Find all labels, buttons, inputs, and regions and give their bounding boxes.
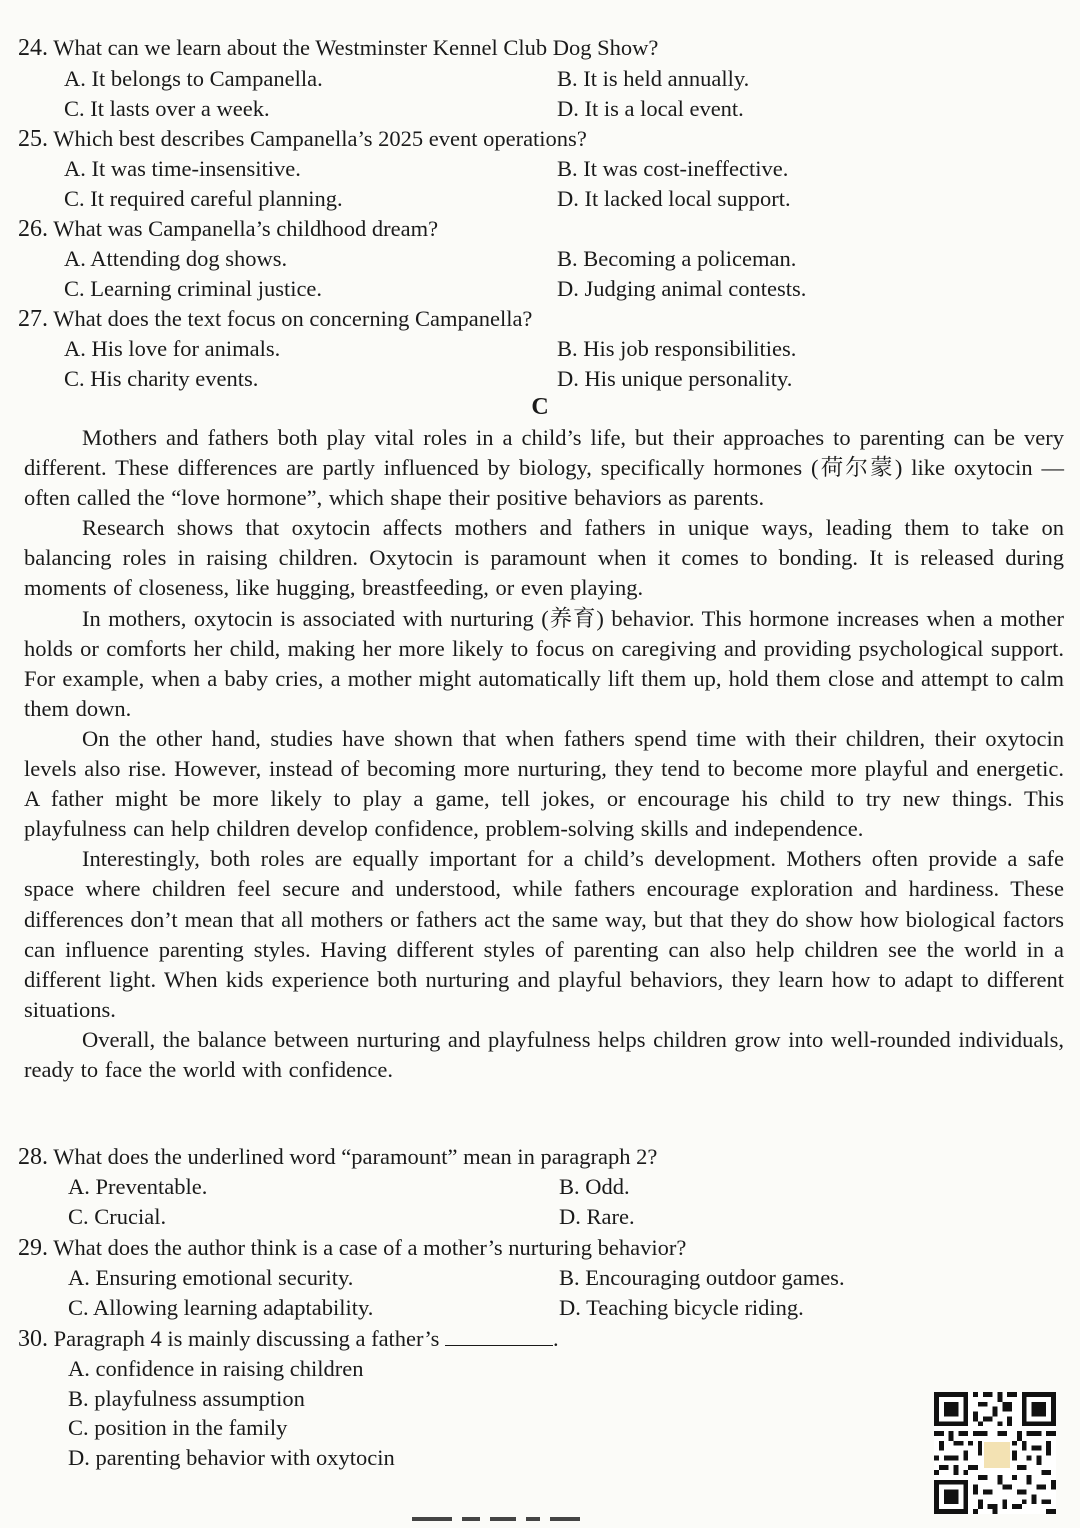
question-30-option-a: A. confidence in raising children [68,1356,364,1381]
question-28-stem [18,1142,1058,1172]
question-30-stem [18,1324,1058,1354]
question-29-option-d: D. Teaching bicycle riding. [559,1295,804,1320]
question-26-stem [18,214,1058,244]
passage-paragraph: Overall, the balance between nurturing and playfulness helps children grow into well-rounded individuals, ready to face the world with confidence. [24,1026,1064,1082]
question-26-option-a: A. Attending dog shows. [64,246,288,271]
question-stem-end: . [553,1326,559,1351]
question-25-option-c: C. It required careful planning. [64,186,343,211]
footer-fragment [412,1517,622,1525]
question-27-option-c: C. His charity events. [64,366,259,391]
passage-paragraph: Mothers and fathers both play vital roles in a child’s life, but their approaches to parenting can be very different. These differences are partly influenced by biology, specifically hormones (荷尔蒙) like oxytocin — often called the “love hormone”, which shape their positive behaviors as parents. [24,425,1064,511]
question-text: What does the underlined word “paramount” mean in paragraph 2? [53,1144,658,1169]
question-text: What was Campanella’s childhood dream? [53,216,439,241]
question-number: 26. [18,216,48,242]
passage-body [24,423,1064,1085]
question-24-option-b: B. It is held annually. [557,66,750,91]
question-text: What does the author think is a case of a mother’s nurturing behavior? [53,1235,687,1260]
passage-paragraph: In mothers, oxytocin is associated with nurturing (养育) behavior. This hormone increases when a mother holds or comforts her child, making her more likely to focus on caregiving and providing psychological support. For example, when a baby cries, a mother might automatically lift them up, hold them close and attempt to calm them down. [24,605,1064,721]
question-28-option-d: D. Rare. [559,1204,635,1229]
passage-paragraph: Interestingly, both roles are equally important for a child’s development. Mothers often provide a safe space where children feel secure and understood, while fathers encourage exploration and hardiness. These differences don’t mean that all mothers or fathers act the same way, but that they do show how biological factors can influence parenting styles. Having different styles of parenting can also help children see the world in a different light. When kids experience both nurturing and playful behaviors, they learn how to adapt to different situations. [24,846,1064,1022]
question-27-stem [18,304,1058,334]
question-24-stem [18,33,1058,63]
question-text: Which best describes Campanella’s 2025 event operations? [53,126,587,151]
question-26-option-d: D. Judging animal contests. [557,276,807,301]
question-27-option-a: A. His love for animals. [64,336,281,361]
question-25-option-b: B. It was cost-ineffective. [557,156,789,181]
question-number: 24. [18,35,48,61]
qr-center-logo-icon [982,1440,1012,1470]
question-29-option-b: B. Encouraging outdoor games. [559,1265,845,1290]
question-29-option-c: C. Allowing learning adaptability. [68,1295,374,1320]
question-27-option-b: B. His job responsibilities. [557,336,797,361]
question-27-option-d: D. His unique personality. [557,366,793,391]
question-30-option-d: D. parenting behavior with oxytocin [68,1445,395,1470]
answer-blank [445,1327,553,1346]
passage-title: C [531,394,549,420]
qr-code-icon [934,1392,1056,1514]
question-number: 27. [18,306,48,332]
question-28-option-b: B. Odd. [559,1174,630,1199]
question-28-option-c: C. Crucial. [68,1204,167,1229]
question-30-option-b: B. playfulness assumption [68,1386,305,1411]
question-24-option-d: D. It is a local event. [557,96,744,121]
question-number: 30. [18,1326,48,1352]
question-28-option-a: A. Preventable. [68,1174,208,1199]
passage-paragraph: Research shows that oxytocin affects mothers and fathers in unique ways, leading them to take on balancing roles in raising children. Oxytocin is paramount when it comes to bonding. It is released during moments of closeness, like hugging, breastfeeding, or even playing. [24,515,1064,601]
question-29-stem [18,1233,1058,1263]
question-26-option-c: C. Learning criminal justice. [64,276,323,301]
question-25-option-d: D. It lacked local support. [557,186,791,211]
question-25-stem [18,124,1058,154]
question-number: 28. [18,1144,48,1170]
question-30-option-c: C. position in the family [68,1415,288,1440]
question-number: 25. [18,126,48,152]
question-24-option-c: C. It lasts over a week. [64,96,270,121]
question-number: 29. [18,1235,48,1261]
question-26-option-b: B. Becoming a policeman. [557,246,797,271]
question-29-option-a: A. Ensuring emotional security. [68,1265,354,1290]
question-25-option-a: A. It was time-insensitive. [64,156,301,181]
question-text: What does the text focus on concerning Campanella? [53,306,533,331]
question-text: What can we learn about the Westminster Kennel Club Dog Show? [53,35,659,60]
question-24-option-a: A. It belongs to Campanella. [64,66,323,91]
passage-paragraph: On the other hand, studies have shown that when fathers spend time with their children, their oxytocin levels also rise. However, instead of becoming more nurturing, they tend to become more playful and energetic. A father might be more likely to play a game, tell jokes, or encourage his child to try new things. This playfulness can help children develop confidence, problem-solving skills and independence. [24,725,1064,842]
question-text: Paragraph 4 is mainly discussing a father’s [53,1326,440,1351]
